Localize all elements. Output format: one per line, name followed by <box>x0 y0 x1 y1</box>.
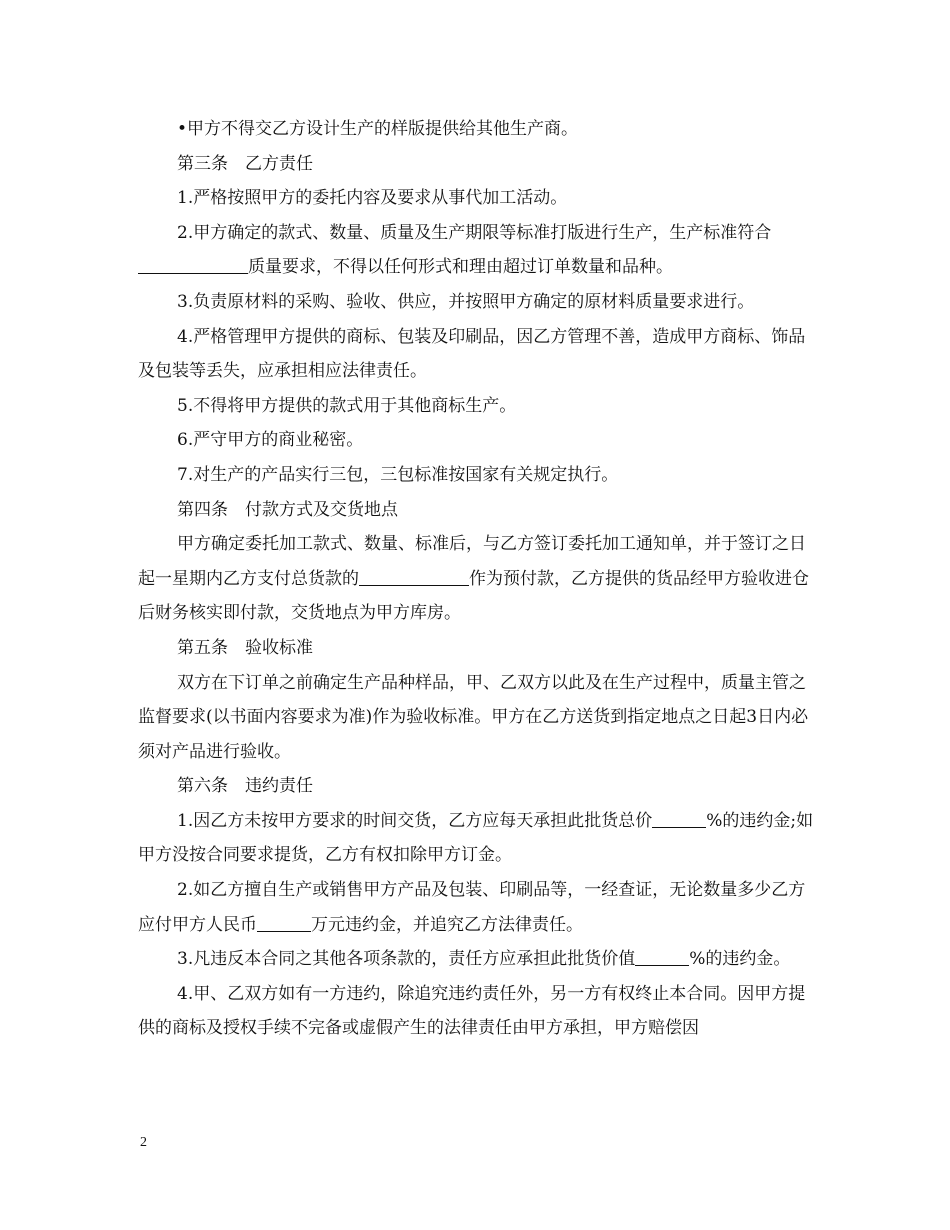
paragraph-6-1 <box>138 804 822 873</box>
paragraph-bullet: •甲方不得交乙方设计生产的样版提供给其他生产商。 <box>177 119 579 139</box>
text-after-blank: %的违约金。 <box>689 949 791 970</box>
paragraph-6-2 <box>138 873 822 942</box>
page-number: 2 <box>140 1135 147 1150</box>
text-before-blank: 2.如乙方擅自生产或销售甲方产品及包装、印刷品等，一经查证，无论数量多少乙方应付甲方人民币 <box>138 880 806 935</box>
heading-article-3: 第三条 乙方责任 <box>177 153 313 174</box>
fill-in-blank[interactable] <box>359 567 469 586</box>
paragraph-6-4: 4.甲、乙双方如有一方违约，除追究违约责任外，另一方有权终止本合同。因甲方提供的商标及授权手续不完备或虚假产生的法律责任由甲方承担，甲方赔偿因 <box>138 983 806 1039</box>
text-after-blank: %的违约金;如甲方没按合同要求提货，乙方有权扣除甲方订金。 <box>138 810 814 866</box>
paragraph-article-4 <box>138 527 822 631</box>
paragraph-6-3 <box>138 942 822 977</box>
fill-in-blank[interactable] <box>257 913 311 932</box>
text-after-blank: 万元违约金，并追究乙方法律责任。 <box>311 914 583 935</box>
fill-in-blank[interactable] <box>635 947 689 966</box>
paragraph-3-7: 7.对生产的产品实行三包，三包标准按国家有关规定执行。 <box>177 464 619 485</box>
fill-in-blank[interactable] <box>138 255 248 274</box>
text-after-blank: 作为预付款，乙方提供的货品经甲方验收进仓后财务核实即付款，交货地点为甲方库房。 <box>138 568 809 624</box>
paragraph-3-4: 4.严格管理甲方提供的商标、包装及印刷品，因乙方管理不善，造成甲方商标、饰品及包装等丢失，应承担相应法律责任。 <box>138 326 806 382</box>
text-before-blank: 3.凡违反本合同之其他各项条款的，责任方应承担此批货价值 <box>177 949 636 970</box>
heading-article-4: 第四条 付款方式及交货地点 <box>177 499 398 520</box>
paragraph-3-5: 5.不得将甲方提供的款式用于其他商标生产。 <box>177 395 517 416</box>
paragraph-3-6: 6.严守甲方的商业秘密。 <box>177 430 364 451</box>
contract-body <box>138 112 822 1046</box>
paragraph-3-3: 3.负责原材料的采购、验收、供应，并按照甲方确定的原材料质量要求进行。 <box>177 291 755 312</box>
fill-in-blank[interactable] <box>652 809 706 828</box>
heading-article-6: 第六条 违约责任 <box>177 776 313 797</box>
heading-article-5: 第五条 验收标准 <box>177 637 313 658</box>
text-before-blank: 2.甲方确定的款式、数量、质量及生产期限等标准打版进行生产，生产标准符合 <box>177 222 772 243</box>
text-before-blank: 1.因乙方未按甲方要求的时间交货，乙方应每天承担此批货总价 <box>177 810 653 831</box>
text-before-blank: 甲方确定委托加工款式、数量、标准后，与乙方签订委托加工通知单，并于签订之日起一星期内乙方支付总货款的 <box>138 534 806 589</box>
paragraph-3-2 <box>138 216 822 285</box>
paragraph-3-1: 1.严格按照甲方的委托内容及要求从事代加工活动。 <box>177 188 568 209</box>
paragraph-article-5: 双方在下订单之前确定生产品种样品，甲、乙双方以此及在生产过程中，质量主管之监督要求(以书面内容要求为准)作为验收标准。甲方在乙方送货到指定地点之日起3日内必须对产品进行验收。 <box>138 672 809 762</box>
text-after-blank: 质量要求，不得以任何形式和理由超过订单数量和品种。 <box>248 257 673 278</box>
